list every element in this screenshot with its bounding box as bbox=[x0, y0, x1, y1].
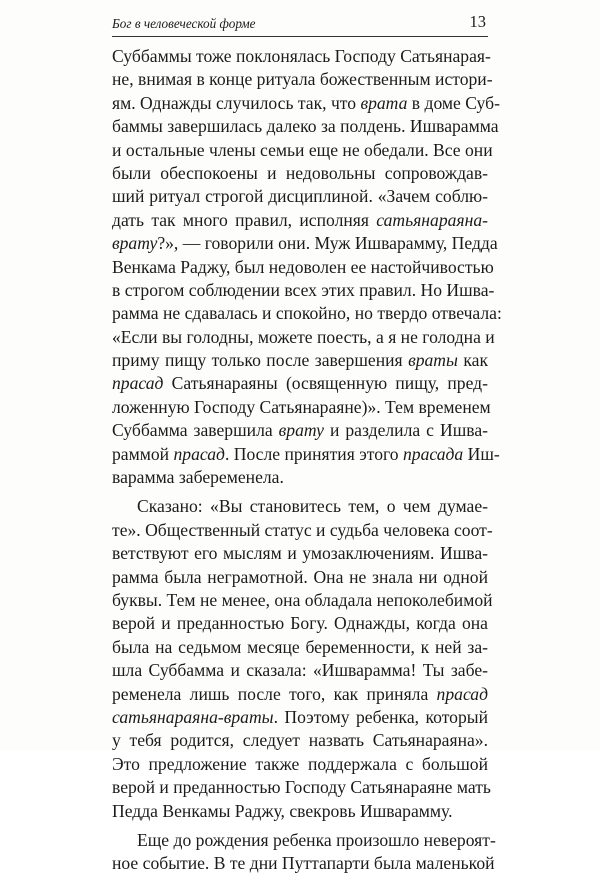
text-line bbox=[112, 776, 491, 799]
text-line bbox=[112, 800, 488, 823]
text-line bbox=[112, 829, 496, 852]
text-segment: Сказано: «Вы становитесь тем, о чем думае- bbox=[137, 496, 488, 517]
running-title: Бог в человеческой форме bbox=[112, 16, 256, 31]
text-segment: ное событие. В те дни Путтапарти была маленькой bbox=[112, 853, 495, 874]
text-line bbox=[112, 115, 499, 138]
text-segment: варамма забеременела. bbox=[112, 467, 284, 488]
text-segment: в доме Суб- bbox=[407, 92, 500, 113]
text-line bbox=[112, 162, 488, 185]
text-line bbox=[112, 139, 493, 162]
text-segment: и остальные члены семьи еще не обедали. Все они bbox=[112, 139, 493, 160]
text-segment: ложенную Господу Сатьянараяне)». Тем временем bbox=[112, 396, 491, 417]
text-line bbox=[112, 466, 488, 489]
italic-term: прасад bbox=[112, 373, 164, 394]
italic-term: врата bbox=[360, 92, 408, 113]
text-segment: верой и преданностью Господу Сатьянараяне мать bbox=[112, 777, 491, 798]
italic-term: врату bbox=[278, 420, 324, 441]
text-segment: Еще до рождения ребенка произошло невероят- bbox=[137, 829, 496, 850]
text-segment: ?», — говорили они. Муж Ишварамму, Педда bbox=[157, 233, 498, 254]
text-line bbox=[112, 659, 488, 682]
page-number: 13 bbox=[469, 12, 486, 31]
italic-term: прасад bbox=[173, 443, 225, 464]
text-segment: ший ритуал строгой дисциплиной. «Зачем соблю- bbox=[112, 186, 488, 207]
italic-term: врату bbox=[112, 233, 158, 254]
text-line bbox=[112, 753, 488, 776]
text-line bbox=[112, 326, 495, 349]
text-segment: «Если вы голодны, можете поесть, а я не голодна и bbox=[112, 326, 495, 347]
text-segment: у тебя родится, следует назвать Сатьянараяна». bbox=[112, 730, 488, 751]
text-segment: Педда Венкамы Раджу, свекровь Ишварамму. bbox=[112, 800, 453, 821]
text-segment: Венкама Раджу, был недоволен ее настойчивостью bbox=[112, 256, 494, 277]
text-segment: баммы завершилась далеко за полдень. Ишварамма bbox=[112, 116, 499, 137]
text-segment: рамма не сдавалась и спокойно, но твердо отвечала: bbox=[112, 303, 502, 324]
text-line bbox=[112, 443, 500, 466]
text-line bbox=[112, 372, 488, 395]
text-line bbox=[112, 185, 488, 208]
italic-term: сатьянараяна- bbox=[376, 209, 488, 230]
italic-term: сатьянараяна-враты bbox=[112, 706, 274, 727]
text-segment: и разделила с Ишва- bbox=[323, 420, 488, 441]
text-line bbox=[112, 636, 488, 659]
text-segment: раммой bbox=[112, 443, 174, 464]
text-segment: не, внимая в конце ритуала божественным истори- bbox=[112, 69, 493, 90]
italic-term: прасад bbox=[436, 683, 488, 704]
text-line bbox=[112, 419, 488, 442]
text-segment: приму пищу только после завершения bbox=[112, 350, 409, 371]
text-line bbox=[112, 209, 488, 232]
text-line bbox=[112, 232, 498, 255]
text-line bbox=[112, 495, 488, 518]
text-line bbox=[112, 542, 488, 565]
text-segment: ременела лишь после того, как приняла bbox=[112, 683, 437, 704]
text-line bbox=[112, 279, 495, 302]
text-line bbox=[112, 729, 488, 752]
text-segment: . Поэтому ребенка, который bbox=[273, 706, 488, 727]
text-line bbox=[112, 68, 493, 91]
running-head bbox=[112, 14, 488, 37]
text-segment: была на седьмом месяце беременности, к ней за- bbox=[112, 636, 488, 657]
text-line bbox=[112, 589, 493, 612]
text-line bbox=[112, 396, 491, 419]
text-segment: Сатьянараяны (освященную пищу, пред- bbox=[163, 373, 488, 394]
text-line bbox=[112, 519, 493, 542]
italic-term: прасада bbox=[402, 443, 464, 464]
text-segment: . После принятия этого bbox=[224, 443, 403, 464]
text-segment: верой и преданностью Богу. Однажды, когда она bbox=[112, 613, 488, 634]
text-line bbox=[112, 683, 488, 706]
text-line bbox=[112, 612, 488, 635]
text-line bbox=[112, 256, 494, 279]
text-segment: Иш- bbox=[463, 443, 500, 464]
text-segment: шла Суббамма и сказала: «Ишварамма! Ты забе- bbox=[112, 660, 488, 681]
text-segment: ям. Однажды случилось так, что bbox=[112, 92, 361, 113]
text-segment: рамма была неграмотной. Она не знала ни одной bbox=[112, 566, 488, 587]
text-segment: те». Общественный статус и судьба человека соот- bbox=[112, 519, 493, 540]
text-segment: Суббамма завершила bbox=[112, 420, 279, 441]
text-line bbox=[112, 302, 502, 325]
text-segment: Это предложение также поддержала с большой bbox=[112, 753, 488, 774]
text-segment: как bbox=[457, 350, 488, 371]
body-text bbox=[112, 45, 502, 876]
italic-term: враты bbox=[408, 350, 458, 371]
text-line bbox=[112, 92, 500, 115]
text-line bbox=[112, 706, 488, 729]
text-line bbox=[112, 349, 488, 372]
text-line bbox=[112, 45, 491, 68]
text-segment: дать так много правил, исполняя bbox=[112, 209, 377, 230]
text-segment: ветствуют его мыслям и умозаключениям. Ишва- bbox=[112, 543, 488, 564]
text-segment: буквы. Тем не менее, она обладала непоколебимой bbox=[112, 589, 493, 610]
text-line bbox=[112, 566, 488, 589]
text-line bbox=[112, 852, 495, 875]
text-segment: были обеспокоены и недовольны сопровождав- bbox=[112, 162, 488, 183]
text-segment: Суббаммы тоже поклонялась Господу Сатьянарая- bbox=[112, 46, 491, 66]
text-segment: в строгом соблюдении всех этих правил. Но Ишва- bbox=[112, 279, 495, 300]
